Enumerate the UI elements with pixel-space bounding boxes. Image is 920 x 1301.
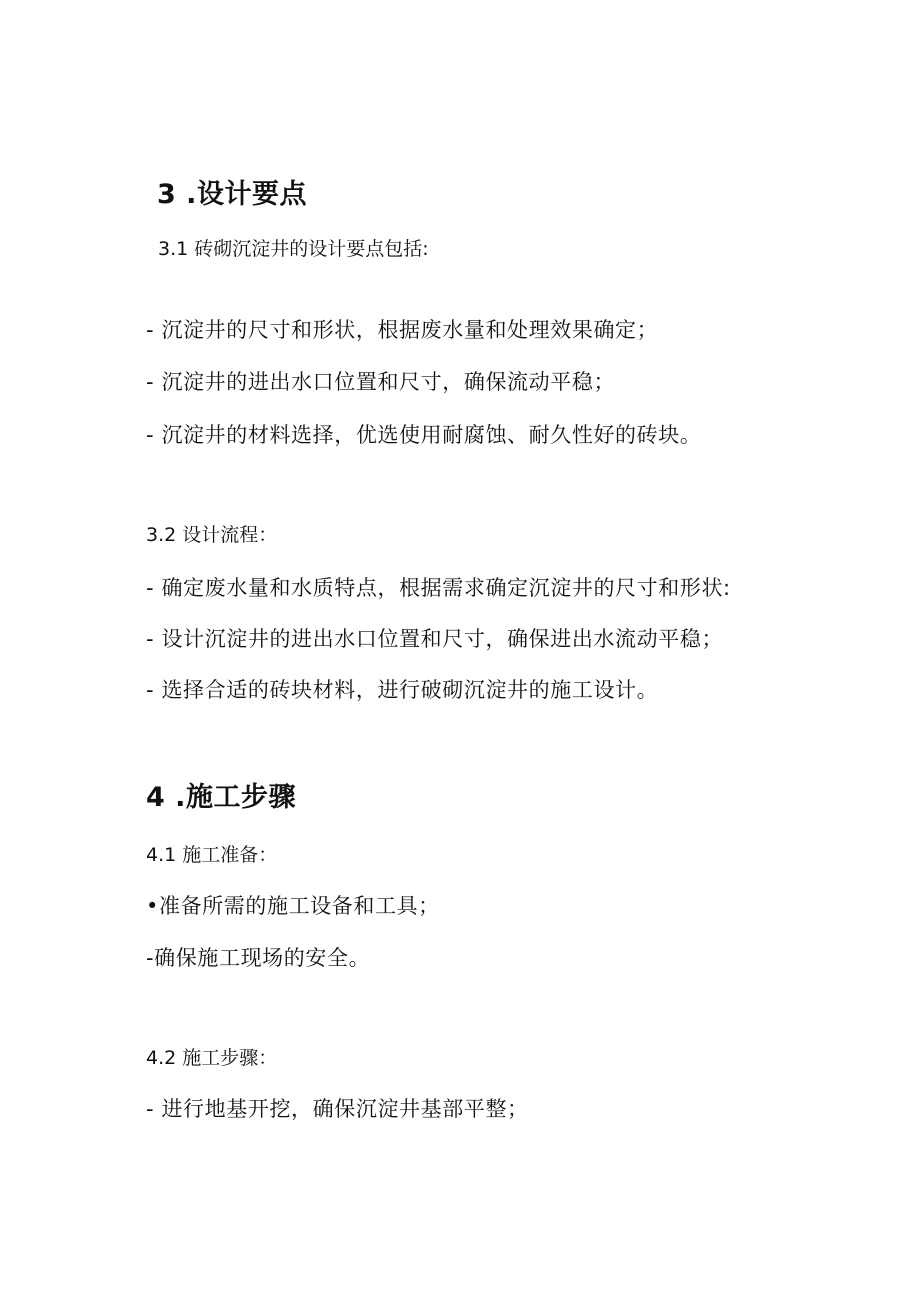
list-item: - 沉淀井的材料选择，优选使用耐腐蚀、耐久性好的砖块。 — [146, 423, 702, 447]
list-item: - 选择合适的砖块材料，进行破砌沉淀井的施工设计。 — [146, 678, 659, 702]
subsection-4-2-title: 4.2 施工步骤： — [146, 1047, 278, 1069]
list-item: -确保施工现场的安全。 — [146, 946, 371, 970]
list-item: - 确定废水量和水质特点，根据需求确定沉淀井的尺寸和形状: — [146, 576, 731, 600]
list-item: - 沉淀井的进出水口位置和尺寸，确保流动平稳； — [146, 370, 616, 394]
subsection-3-2-title: 3.2 设计流程： — [146, 524, 278, 546]
section-3-heading: 3 .设计要点 — [157, 179, 307, 210]
list-item: - 设计沉淀井的进出水口位置和尺寸，确保进出水流动平稳； — [146, 627, 724, 651]
list-item: - 进行地基开挖，确保沉淀井基部平整； — [146, 1097, 529, 1121]
list-item: •准备所需的施工设备和工具； — [146, 894, 440, 918]
subsection-3-1-title: 3.1 砖砌沉淀井的设计要点包括: — [158, 238, 429, 260]
section-4-heading: 4 .施工步骤 — [146, 782, 296, 813]
list-item: - 沉淀井的尺寸和形状，根据废水量和处理效果确定； — [146, 318, 659, 342]
subsection-4-1-title: 4.1 施工准备： — [146, 844, 278, 866]
